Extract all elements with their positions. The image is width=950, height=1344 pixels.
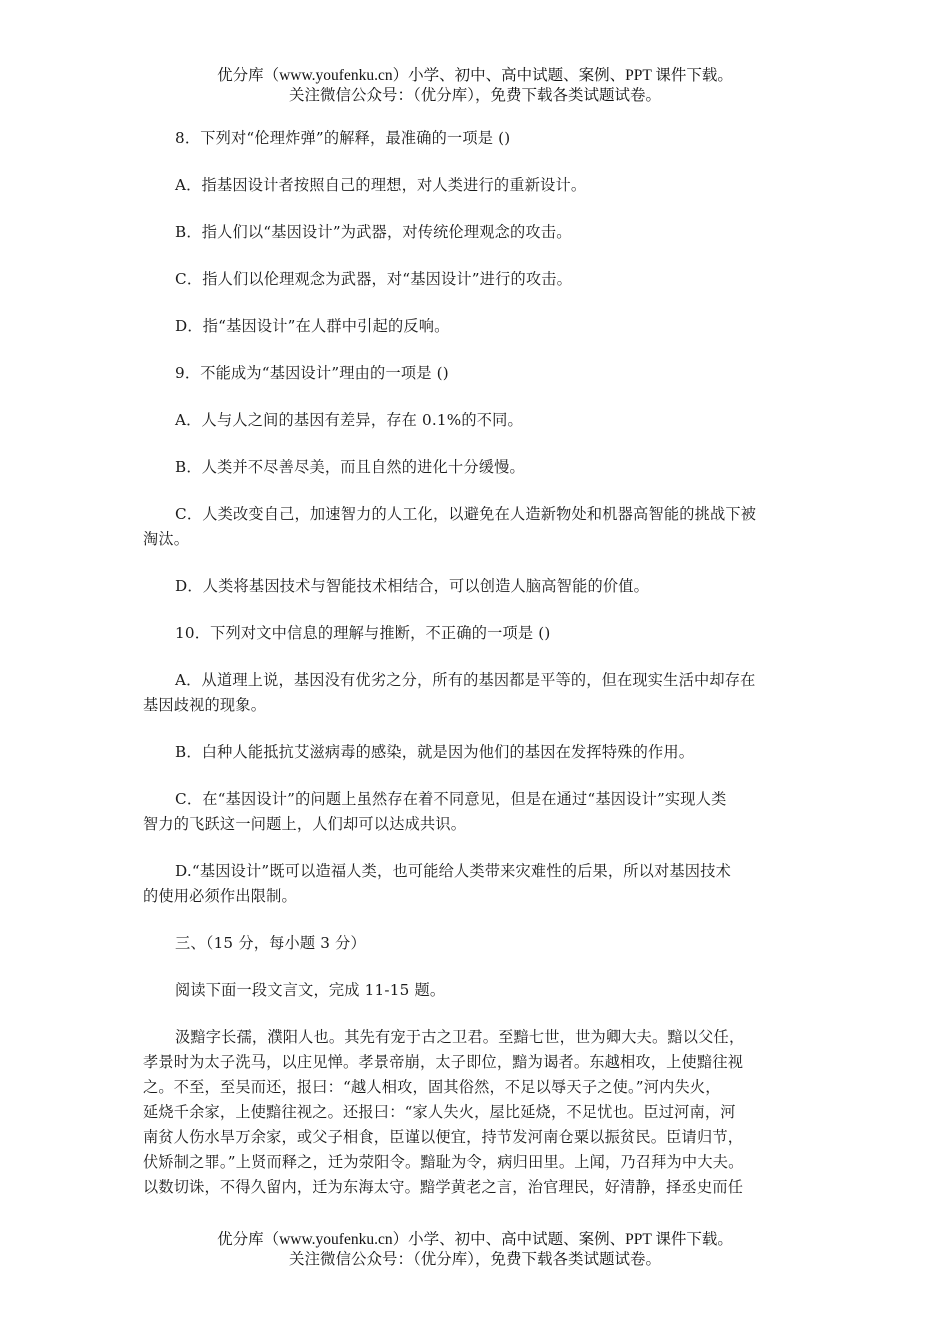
passage-line: 之。不至，至吴而还，报曰：“越人相攻，固其俗然，不足以辱天子之使。”河内失火，	[143, 1078, 721, 1096]
page-header	[0, 66, 950, 106]
question-9-option-a: A．人与人之间的基因有差异，存在 0.1%的不同。	[175, 411, 523, 429]
footer-line-1: 优分库（www.youfenku.cn）小学、初中、高中试题、案例、PPT 课件下载。	[217, 1231, 733, 1248]
header-line-2: 关注微信公众号：（优分库），免费下载各类试题试卷。	[288, 87, 661, 104]
question-9-option-c-line-1: C．人类改变自己，加速智力的人工化，以避免在人造新物处和机器高智能的挑战下被	[175, 505, 757, 523]
question-10-option-c	[143, 787, 807, 837]
question-9-option-c-line-2: 淘汰。	[143, 530, 190, 548]
document-body	[143, 126, 807, 1200]
section-3-instruction: 阅读下面一段文言文，完成 11-15 题。	[175, 981, 446, 999]
section-3-title: 三、（15 分，每小题 3 分）	[175, 934, 366, 952]
question-10-option-b: B．白种人能抵抗艾滋病毒的感染，就是因为他们的基因在发挥特殊的作用。	[175, 743, 695, 761]
question-9-option-d: D．人类将基因技术与智能技术相结合，可以创造人脑高智能的价值。	[175, 577, 650, 595]
question-10-option-a-line-1: A．从道理上说，基因没有优劣之分，所有的基因都是平等的，但在现实生活中却存在	[175, 671, 756, 689]
classical-passage	[143, 1025, 807, 1200]
question-9-option-c	[143, 502, 807, 552]
question-10-stem: 10．下列对文中信息的理解与推断，不正确的一项是 ()	[175, 624, 551, 642]
question-10-option-d	[143, 859, 807, 909]
passage-line: 以数切诛，不得久留内，迁为东海太守。黯学黄老之言，治官理民，好清静，择丞史而任	[143, 1178, 744, 1196]
question-10-option-a-line-2: 基因歧视的现象。	[143, 696, 267, 714]
footer-line-2: 关注微信公众号：（优分库），免费下载各类试题试卷。	[288, 1251, 661, 1268]
question-8-option-d: D．指“基因设计”在人群中引起的反响。	[175, 317, 450, 335]
question-10-option-c-line-2: 智力的飞跃这一问题上，人们却可以达成共识。	[143, 815, 467, 833]
passage-line: 孝景时为太子洗马，以庄见惮。孝景帝崩，太子即位，黯为谒者。东越相攻，上使黯往视	[143, 1053, 744, 1071]
question-10-option-d-line-1: D.“基因设计”既可以造福人类，也可能给人类带来灾难性的后果，所以对基因技术	[175, 862, 731, 880]
question-10-option-a	[143, 668, 807, 718]
passage-line: 南贫人伤水旱万余家，或父子相食，臣谨以便宜，持节发河南仓粟以振贫民。臣请归节，	[143, 1128, 744, 1146]
question-8-option-c: C．指人们以伦理观念为武器，对“基因设计”进行的攻击。	[175, 270, 573, 288]
question-8-option-a: A．指基因设计者按照自己的理想，对人类进行的重新设计。	[175, 176, 587, 194]
question-8-stem: 8．下列对“伦理炸弹”的解释，最准确的一项是 ()	[175, 129, 511, 147]
question-9-stem: 9．不能成为“基因设计”理由的一项是 ()	[175, 364, 449, 382]
passage-line: 汲黯字长孺，濮阳人也。其先有宠于古之卫君。至黯七世，世为卿大夫。黯以父任，	[175, 1028, 745, 1046]
passage-line: 延烧千余家，上使黯往视之。还报曰：“家人失火，屋比延烧，不足忧也。臣过河南，河	[143, 1103, 736, 1121]
question-10-option-d-line-2: 的使用必须作出限制。	[143, 887, 297, 905]
question-8-option-b: B．指人们以“基因设计”为武器，对传统伦理观念的攻击。	[175, 223, 572, 241]
question-10-option-c-line-1: C．在“基因设计”的问题上虽然存在着不同意见，但是在通过“基因设计”实现人类	[175, 790, 727, 808]
question-9-option-b: B．人类并不尽善尽美，而且自然的进化十分缓慢。	[175, 458, 525, 476]
page-footer	[0, 1230, 950, 1270]
passage-line: 伏矫制之罪。”上贤而释之，迁为荥阳令。黯耻为令，病归田里。上闻，乃召拜为中大夫。	[143, 1153, 744, 1171]
header-line-1: 优分库（www.youfenku.cn）小学、初中、高中试题、案例、PPT 课件下载。	[217, 67, 733, 84]
